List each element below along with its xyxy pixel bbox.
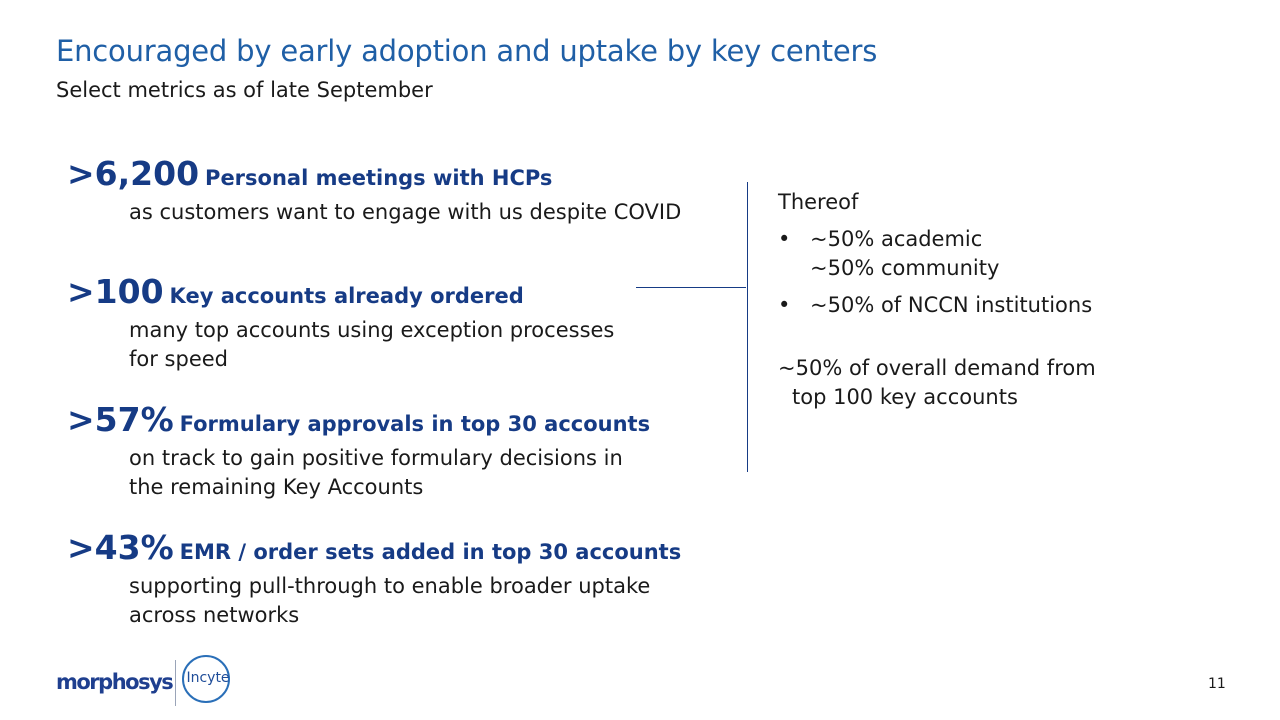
metric-label: EMR / order sets added in top 30 accounts xyxy=(179,540,682,564)
metric-description: many top accounts using exception processes for speed xyxy=(129,318,615,371)
side-panel xyxy=(778,188,1238,412)
connector-line xyxy=(636,287,746,288)
metric-label: Personal meetings with HCPs xyxy=(205,166,553,190)
metric-value: >6,200 xyxy=(67,154,200,193)
metric-description: as customers want to engage with us despite COVID xyxy=(129,200,682,224)
metric-item xyxy=(67,272,629,374)
metric-value: >100 xyxy=(67,272,164,311)
metric-value: >57% xyxy=(67,400,174,439)
metric-item xyxy=(67,528,681,630)
side-bullet-list xyxy=(778,225,1238,320)
metric-head xyxy=(67,272,629,318)
logo-divider xyxy=(175,660,176,706)
demand-line: ~50% of overall demand from xyxy=(778,356,1096,380)
demand-note xyxy=(778,354,1238,412)
metric-description: on track to gain positive formulary decisions in the remaining Key Accounts xyxy=(129,446,623,499)
demand-line: top 100 key accounts xyxy=(792,385,1018,409)
bullet-line: ~50% academic xyxy=(810,227,983,251)
metric-head xyxy=(67,154,729,200)
list-item xyxy=(778,291,1238,320)
bracket-divider xyxy=(747,182,748,472)
metric-description: supporting pull-through to enable broader uptake across networks xyxy=(129,574,651,627)
bullet-icon: • xyxy=(778,227,791,251)
metric-head xyxy=(67,400,650,446)
side-heading: Thereof xyxy=(778,190,859,214)
bullet-line: ~50% of NCCN institutions xyxy=(810,293,1093,317)
metric-head xyxy=(67,528,681,574)
bullet-line: ~50% community xyxy=(810,256,1000,280)
morphosys-logo: morphosys xyxy=(56,670,173,694)
list-item xyxy=(778,225,1238,283)
page-title: Encouraged by early adoption and uptake by key centers xyxy=(56,34,878,68)
metric-item xyxy=(67,154,729,227)
page-number: 11 xyxy=(1208,676,1226,692)
page-subtitle: Select metrics as of late September xyxy=(56,78,433,102)
metric-label: Formulary approvals in top 30 accounts xyxy=(179,412,651,436)
metric-value: >43% xyxy=(67,528,174,567)
bullet-icon: • xyxy=(778,293,791,317)
metric-item xyxy=(67,400,650,502)
metric-label: Key accounts already ordered xyxy=(169,284,524,308)
incyte-logo: Incyte xyxy=(186,670,230,686)
